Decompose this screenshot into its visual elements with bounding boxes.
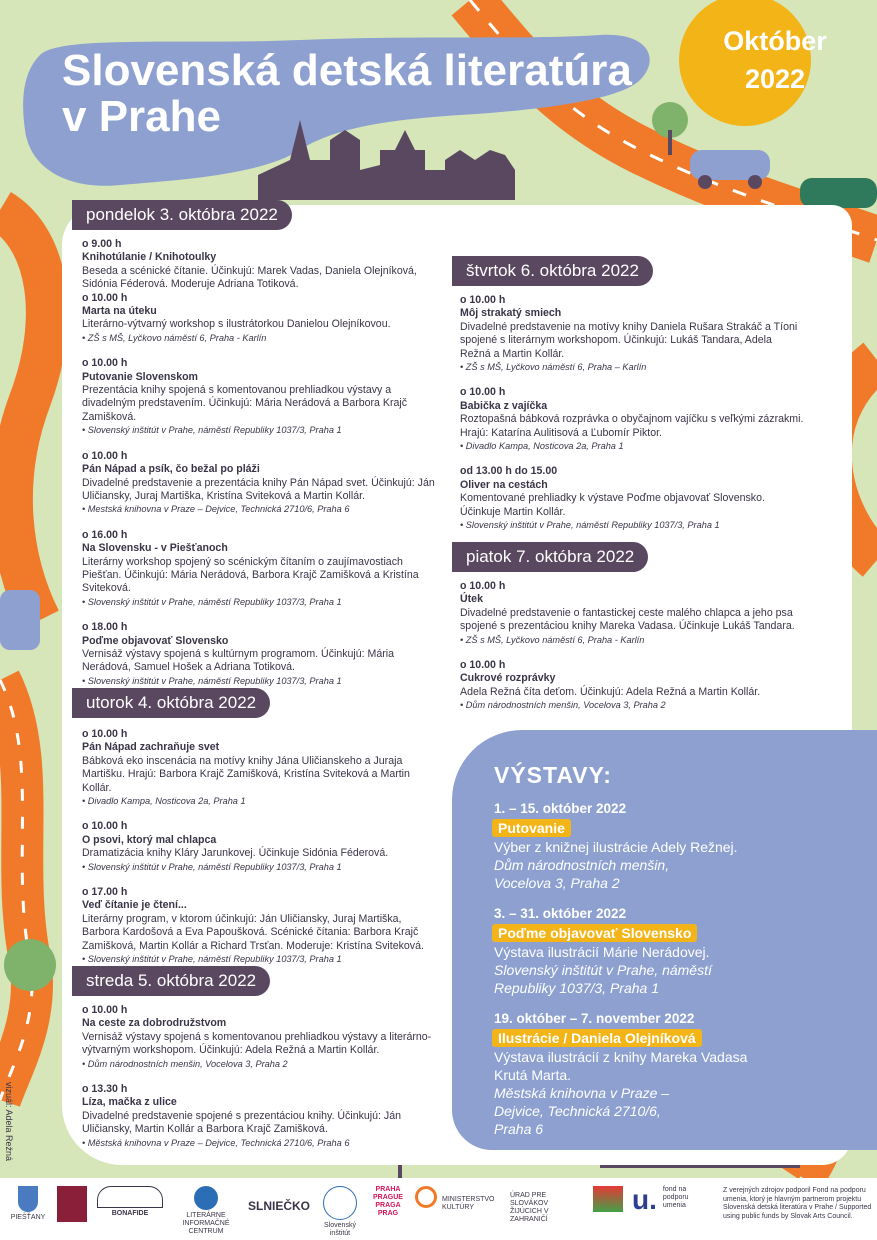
- logo-label: fond na podporu umenia: [662, 1186, 689, 1209]
- logo-mestska-knihovna: [55, 1186, 89, 1224]
- event: [460, 659, 805, 713]
- logo-label: BONAFIDE: [111, 1210, 149, 1217]
- event-time: o 13.30 h: [82, 1083, 128, 1096]
- event-time: o 10.00 h: [460, 580, 506, 592]
- logo-ministerstvo-kultury: MINISTERSTVO KULTÚRY: [442, 1196, 495, 1211]
- event-name: Môj strakatý smiech: [460, 307, 562, 320]
- event-description: Komentované prehliadky k výstave Poďme objavovať Slovensko. Účinkuje Martin Kollár.: [460, 492, 765, 518]
- exhibition-description: Výstava ilustrácií z knihy Mareka Vadasa Krutá Marta.: [494, 1049, 748, 1083]
- monday-events: [82, 238, 442, 700]
- event-place: • Mestská knihovna v Praze – Dejvice, Technická 2710/6, Praha 6: [82, 503, 442, 516]
- event-place: • Slovenský inštitút v Prahe, náměstí Republiky 1037/3, Praha 1: [82, 596, 442, 609]
- logo-label: Slovenský inštitút: [324, 1222, 356, 1237]
- exhibition-description: Výstava ilustrácií Márie Nerádovej.: [494, 944, 710, 960]
- event-name: Pán Nápad zachraňuje svet: [82, 741, 220, 754]
- event-name: Pán Nápad a psík, čo bežal po pláži: [82, 463, 260, 476]
- year-label: 2022: [744, 64, 806, 94]
- logo-fpu: u. fond na podporu umenia: [632, 1184, 689, 1215]
- logo-label: LITERÁRNE INFORMAČNÉ CENTRUM: [182, 1212, 230, 1235]
- event: [82, 886, 442, 966]
- event-time: o 10.00 h: [82, 449, 128, 462]
- event-description: Vernisáž výstavy spojená s kultúrnym programom. Účinkujú: Mária Nerádová, Samuel Hošek a Adriana Totiková.: [82, 647, 395, 674]
- event-name: Cukrové rozprávky: [460, 672, 556, 685]
- event-name: Putovanie Slovenskom: [82, 370, 198, 383]
- exhibition-name: Putovanie: [492, 819, 571, 837]
- support-text: Z verejných zdrojov podporil Fond na podporu umenia, ktorý je hlavným partnerom projektu Slovenská detská literatúra v Prahe / Supported using public funds by Slovak Arts Council.: [723, 1187, 872, 1220]
- logo-mk-symbol: [414, 1186, 438, 1210]
- event: [82, 292, 442, 346]
- exhibition-name: Poďme objavovať Slovensko: [492, 924, 697, 942]
- event-description: Divadelné predstavenie spojené s prezentáciou knihy. Účinkujú: Ján Uličiansky, Martin Kollár a Barbora Krajč Zamišková.: [82, 1109, 401, 1136]
- day-heading-monday: pondelok 3. októbra 2022: [72, 200, 292, 230]
- event-description: Dramatizácia knihy Kláry Jarunkovej. Účinkuje Sidónia Féderová.: [82, 847, 389, 860]
- event: [460, 580, 805, 647]
- logo-piestany: [8, 1186, 48, 1222]
- event-time: od 13.00 h do 15.00: [460, 465, 558, 478]
- event-time: o 17.00 h: [82, 886, 128, 899]
- event-place: • Slovenský inštitút v Prahe, náměstí Republiky 1037/3, Praha 1: [82, 675, 442, 688]
- event-description: Literárny workshop spojený so scénickým čítaním o zaujímavostiach Piešťan. Účinkujú: Mária Nerádová, Barbora Krajč Zamišková a Kristína Sviteková.: [82, 555, 419, 595]
- event-description: Divadelné predstavenie na motívy knihy Daniela Rušara Strakáč a Tíoni spojené s literárnym workshopom. Účinkujú: Lukáš Tandara, Adela Režná a Martin Kollár.: [460, 320, 798, 360]
- logo-urad: ÚRAD PRE SLOVÁKOV ŽIJÚCICH V ZAHRANIČÍ: [510, 1192, 549, 1223]
- exhibition-dates: 1. – 15. október 2022: [494, 801, 627, 816]
- thursday-events: [460, 294, 805, 545]
- event-place: • ZŠ s MŠ, Lyčkovo náměstí 6, Praha – Karlín: [460, 361, 805, 374]
- event-place: • Slovenský inštitút v Prahe, náměstí Republiky 1037/3, Praha 1: [82, 861, 442, 874]
- exhibition-venue: Městská knihovna v Praze – Dejvice, Technická 2710/6, Praha 6: [494, 1085, 670, 1137]
- page-title: [62, 48, 662, 140]
- logo-praha: PRAHA PRAGUE PRAGA PRAG: [373, 1186, 403, 1217]
- event-place: • Divadlo Kampa, Nosticova 2a, Praha 1: [82, 795, 442, 808]
- logo-bonafide: [95, 1186, 165, 1218]
- day-heading-tuesday: utorok 4. októbra 2022: [72, 688, 270, 718]
- event-name: Veď čítanie je čtení...: [82, 899, 187, 912]
- event: [82, 621, 442, 688]
- event-description: Divadelné predstavenie a prezentácia knihy Pán Nápad svet. Účinkujú: Ján Uličiansky, Juraj Martiška, Kristína Sviteková a Martin Kollár.: [82, 476, 435, 502]
- event-time: o 10.00 h: [460, 386, 506, 399]
- illustrator-credit: vizuál: Adela Režná: [4, 1082, 14, 1162]
- exhibition-item: [494, 905, 794, 997]
- event: [82, 820, 442, 874]
- event-name: Na Slovensku - v Piešťanoch: [82, 542, 228, 555]
- month-label: Október: [723, 26, 827, 56]
- exhibition-name: Ilustrácie / Daniela Olejníková: [492, 1029, 702, 1047]
- event-name: Na ceste za dobrodružstvom: [82, 1017, 227, 1030]
- event-name: Líza, mačka z ulice: [82, 1096, 177, 1109]
- event-place: • Dům národnostních menšin, Vocelova 3, Praha 2: [460, 699, 805, 712]
- event: [460, 465, 805, 532]
- tuesday-events: [82, 728, 442, 979]
- event-description: Bábková eko inscenácia na motívy knihy Jána Uličianskeho a Juraja Martišku. Hrajú: Barbora Krajč Zamišková, Kristína Sviteková a Martin Kollár.: [82, 754, 410, 794]
- event-place: • Divadlo Kampa, Nosticova 2a, Praha 1: [460, 440, 805, 453]
- event-time: o 10.00 h: [82, 820, 128, 833]
- event-place: • Dům národnostních menšin, Vocelova 3, Praha 2: [82, 1058, 442, 1071]
- event-time: o 10.00 h: [82, 291, 128, 304]
- event-place: • Slovenský inštitút v Prahe, náměstí Republiky 1037/3, Praha 1: [460, 519, 805, 532]
- event-place: • ZŠ s MŠ, Lyčkovo náměstí 6, Praha - Karlín: [460, 634, 805, 647]
- day-heading-wednesday: streda 5. októbra 2022: [72, 966, 270, 996]
- event: [82, 728, 442, 808]
- exhibition-dates: 3. – 31. október 2022: [494, 906, 627, 921]
- event-place: • Městská knihovna v Praze – Dejvice, Technická 2710/6, Praha 6: [82, 1137, 442, 1150]
- event-time: o 18.00 h: [82, 621, 128, 634]
- event-place: • Slovenský inštitút v Prahe, náměstí Republiky 1037/3, Praha 1: [82, 953, 442, 966]
- event-time: o 10.00 h: [460, 659, 506, 672]
- event-time: o 10.00 h: [460, 294, 506, 306]
- exhibition-item: [494, 1010, 794, 1138]
- title-line-2: v Prahe: [62, 92, 221, 141]
- event-time: o 10.00 h: [82, 1004, 128, 1016]
- event-name: O psovi, ktorý mal chlapca: [82, 833, 217, 846]
- event-time: o 9.00 h: [82, 238, 122, 250]
- event: [82, 529, 442, 609]
- event-time: o 10.00 h: [82, 728, 128, 740]
- event: [82, 1083, 442, 1150]
- event-name: Marta na úteku: [82, 305, 157, 318]
- event-time: o 16.00 h: [82, 528, 128, 541]
- logo-house: [590, 1186, 626, 1214]
- wednesday-events: [82, 1004, 442, 1162]
- event-description: Literárny program, v ktorom účinkujú: Ján Uličiansky, Juraj Martiška, Barbora Kardošová a Eva Papoušková. Scénické čítania: Barbora Krajč Zamišková, Martin Kollár a Richard Trsťan. Moderuje: Kristína Sviteková.: [82, 912, 424, 952]
- event-name: Knihotúlanie / Knihotoulky: [82, 251, 217, 264]
- event-name: Oliver na cestách: [460, 478, 548, 491]
- logo-lic: [175, 1186, 237, 1236]
- day-heading-friday: piatok 7. októbra 2022: [452, 542, 648, 572]
- logo-label: PIEŠŤANY: [10, 1214, 46, 1221]
- event: [82, 450, 442, 517]
- event-name: Útek: [460, 593, 483, 606]
- event-description: Divadelné predstavenie o fantastickej ceste malého chlapca a jeho psa spojené s prezentáciou knihy Mareka Vadasa. Účinkuje Lukáš Tandara.: [460, 606, 795, 633]
- date-badge: [705, 22, 845, 98]
- event: [82, 357, 442, 437]
- exhibition-item: [494, 800, 794, 892]
- exhibition-description: Výber z knižnej ilustrácie Adely Režnej.: [494, 839, 738, 855]
- event-place: • Slovenský inštitút v Prahe, náměstí Republiky 1037/3, Praha 1: [82, 424, 442, 437]
- event-description: Literárno-výtvarný workshop s ilustrátorkou Danielou Olejníkovou.: [82, 318, 391, 331]
- event-description: Roztopašná bábková rozprávka o obyčajnom vajíčku s veľkými zázrakmi. Hrajú: Katarína Aulitisová a Ľubomír Piktor.: [460, 413, 804, 439]
- exhibition-venue: Dům národnostních menšin, Vocelova 3, Praha 2: [494, 857, 670, 891]
- title-line-1: Slovenská detská literatúra: [62, 46, 632, 95]
- event-description: Vernisáž výstavy spojená s komentovanou prehliadkou výstavy a literárno-výtvarným workshopom. Účinkujú: Adela Režná a Martin Kollár.: [82, 1030, 432, 1057]
- day-heading-thursday: štvrtok 6. októbra 2022: [452, 256, 653, 286]
- event-name: Poďme objavovať Slovensko: [82, 634, 229, 647]
- logo-slniecko: SLNIEČKO: [248, 1199, 311, 1213]
- logo-slovensky-institut: [318, 1186, 362, 1238]
- event-place: • ZŠ s MŠ, Lyčkovo náměstí 6, Praha - Karlín: [82, 332, 442, 345]
- friday-events: [460, 580, 805, 725]
- event-description: Beseda a scénické čítanie. Účinkujú: Marek Vadas, Daniela Olejníková, Sidónia Féderová. Moderuje Adriana Totiková.: [82, 264, 417, 291]
- event: [82, 1004, 442, 1071]
- event-description: Prezentácia knihy spojená s komentovanou prehliadkou výstavy a divadelným predstavením. Účinkujú: Mária Nerádová a Barbora Krajč Zamišková.: [82, 384, 408, 423]
- event: [460, 294, 805, 374]
- exhibitions-title: VÝSTAVY:: [494, 762, 612, 788]
- event-description: Adela Režná číta deťom. Účinkujú: Adela Režná a Martin Kollár.: [460, 685, 761, 698]
- exhibition-venue: Slovenský inštitút v Prahe, náměstí Republiky 1037/3, Praha 1: [494, 962, 712, 996]
- event-name: Babička z vajíčka: [460, 399, 548, 412]
- event: [82, 238, 442, 292]
- exhibition-dates: 19. október – 7. november 2022: [494, 1011, 695, 1026]
- event: [460, 386, 805, 453]
- event-time: o 10.00 h: [82, 357, 128, 370]
